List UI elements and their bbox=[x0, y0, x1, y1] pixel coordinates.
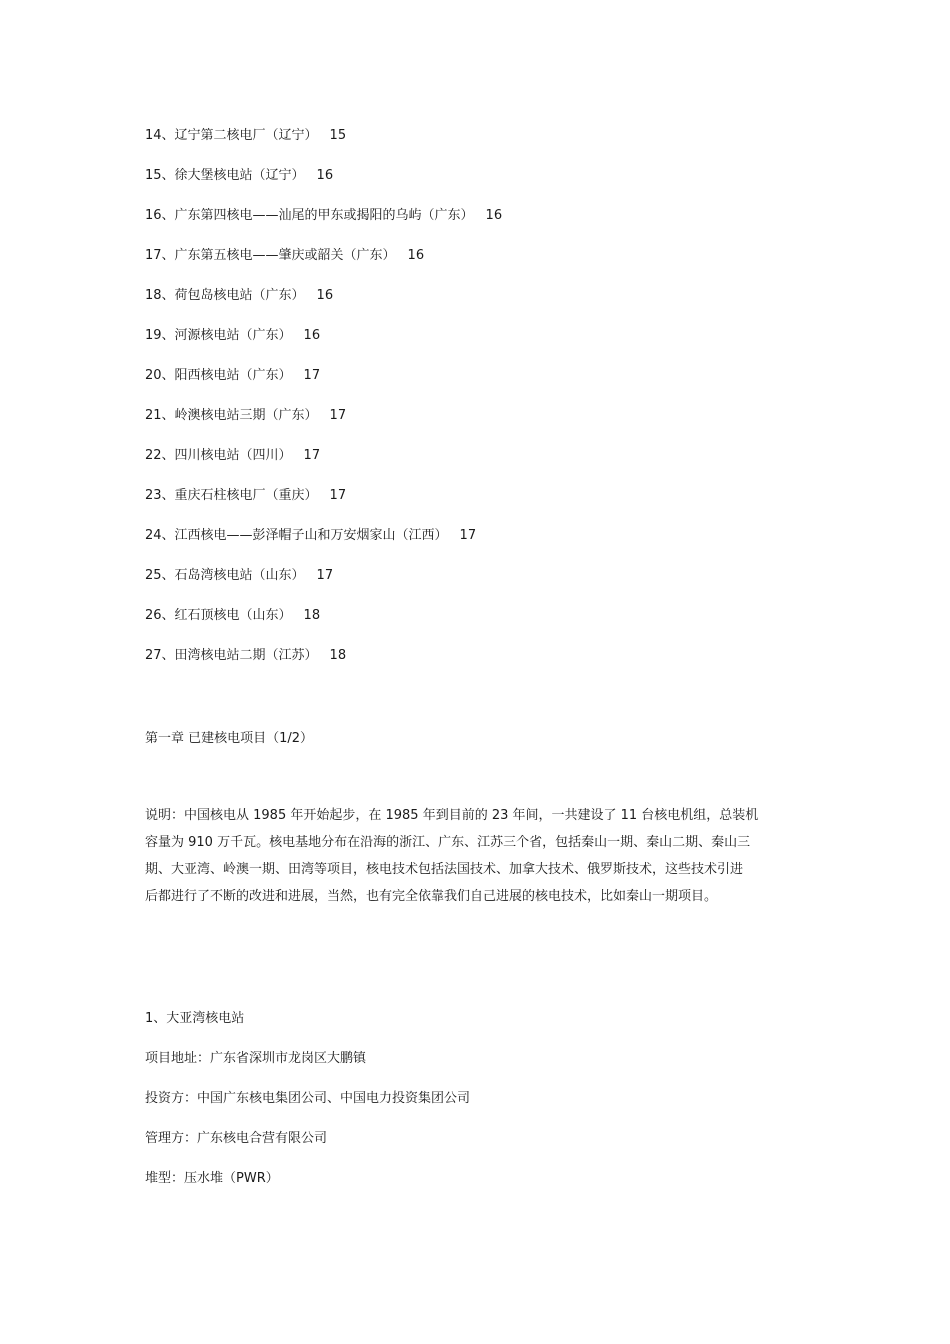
toc-item-label: 21、岭澳核电站三期（广东） bbox=[145, 408, 318, 423]
toc-item-page: 16 bbox=[407, 248, 425, 263]
toc-item-page: 17 bbox=[329, 488, 347, 503]
toc-item-page: 17 bbox=[303, 368, 321, 383]
toc-item-page: 17 bbox=[329, 408, 347, 423]
toc-item-label: 27、田湾核电站二期（江苏） bbox=[145, 648, 318, 663]
project-investors: 投资方：中国广东核电集团公司、中国电力投资集团公司 bbox=[145, 1091, 471, 1106]
project-manager: 管理方：广东核电合营有限公司 bbox=[145, 1131, 328, 1146]
description-line: 容量为 910 万千瓦。核电基地分布在沿海的浙江、广东、江苏三个省，包括秦山一期、秦山二期、秦山三 bbox=[145, 835, 751, 850]
toc-item-label: 24、江西核电——彭泽帽子山和万安烟家山（江西） bbox=[145, 528, 448, 543]
toc-item-page: 18 bbox=[329, 648, 347, 663]
toc-item[interactable] bbox=[145, 166, 845, 206]
toc-item[interactable] bbox=[145, 126, 845, 166]
toc-item-page: 16 bbox=[303, 328, 321, 343]
toc-item-page: 17 bbox=[459, 528, 477, 543]
toc-item-label: 23、重庆石柱核电厂（重庆） bbox=[145, 488, 318, 503]
toc-item-label: 17、广东第五核电——肇庆或韶关（广东） bbox=[145, 248, 396, 263]
toc-item[interactable] bbox=[145, 526, 845, 566]
toc-item[interactable] bbox=[145, 606, 845, 646]
toc-item[interactable] bbox=[145, 206, 845, 246]
toc-item-page: 15 bbox=[329, 128, 347, 143]
toc-item[interactable] bbox=[145, 646, 845, 686]
toc-item-label: 15、徐大堡核电站（辽宁） bbox=[145, 168, 305, 183]
toc-item[interactable] bbox=[145, 246, 845, 286]
toc-item[interactable] bbox=[145, 286, 845, 326]
toc-item-label: 19、河源核电站（广东） bbox=[145, 328, 292, 343]
description-line: 期、大亚湾、岭澳一期、田湾等项目，核电技术包括法国技术、加拿大技术、俄罗斯技术，这些技术引进 bbox=[145, 862, 744, 877]
toc-item[interactable] bbox=[145, 486, 845, 526]
toc-item-label: 25、石岛湾核电站（山东） bbox=[145, 568, 305, 583]
toc-item[interactable] bbox=[145, 326, 845, 366]
toc-item[interactable] bbox=[145, 566, 845, 606]
description-line: 后都进行了不断的改进和进展，当然，也有完全依靠我们自己进展的核电技术，比如秦山一期项目。 bbox=[145, 889, 718, 904]
description-paragraph bbox=[145, 806, 810, 914]
project-reactor-type: 堆型：压水堆（PWR） bbox=[145, 1171, 279, 1186]
toc-item[interactable] bbox=[145, 366, 845, 406]
toc-item-page: 16 bbox=[485, 208, 503, 223]
toc-item-page: 16 bbox=[316, 168, 334, 183]
toc-item-page: 18 bbox=[303, 608, 321, 623]
toc-item-label: 26、红石顶核电（山东） bbox=[145, 608, 292, 623]
project-title: 1、大亚湾核电站 bbox=[145, 1011, 245, 1026]
toc-item-label: 20、阳西核电站（广东） bbox=[145, 368, 292, 383]
toc-item[interactable] bbox=[145, 406, 845, 446]
toc-item-label: 16、广东第四核电——汕尾的甲东或揭阳的乌屿（广东） bbox=[145, 208, 474, 223]
toc-item-page: 17 bbox=[303, 448, 321, 463]
project-section bbox=[145, 1009, 845, 1209]
toc-item[interactable] bbox=[145, 446, 845, 486]
project-address: 项目地址：广东省深圳市龙岗区大鹏镇 bbox=[145, 1051, 367, 1066]
toc-item-label: 14、辽宁第二核电厂（辽宁） bbox=[145, 128, 318, 143]
toc-item-label: 22、四川核电站（四川） bbox=[145, 448, 292, 463]
table-of-contents bbox=[145, 126, 845, 686]
toc-item-label: 18、荷包岛核电站（广东） bbox=[145, 288, 305, 303]
description-line: 说明：中国核电从 1985 年开始起步，在 1985 年到目前的 23 年间，一共建设了 11 台核电机组，总装机 bbox=[145, 808, 759, 823]
toc-item-page: 17 bbox=[316, 568, 334, 583]
toc-item-page: 16 bbox=[316, 288, 334, 303]
chapter-heading: 第一章 已建核电项目（1/2） bbox=[145, 731, 314, 746]
